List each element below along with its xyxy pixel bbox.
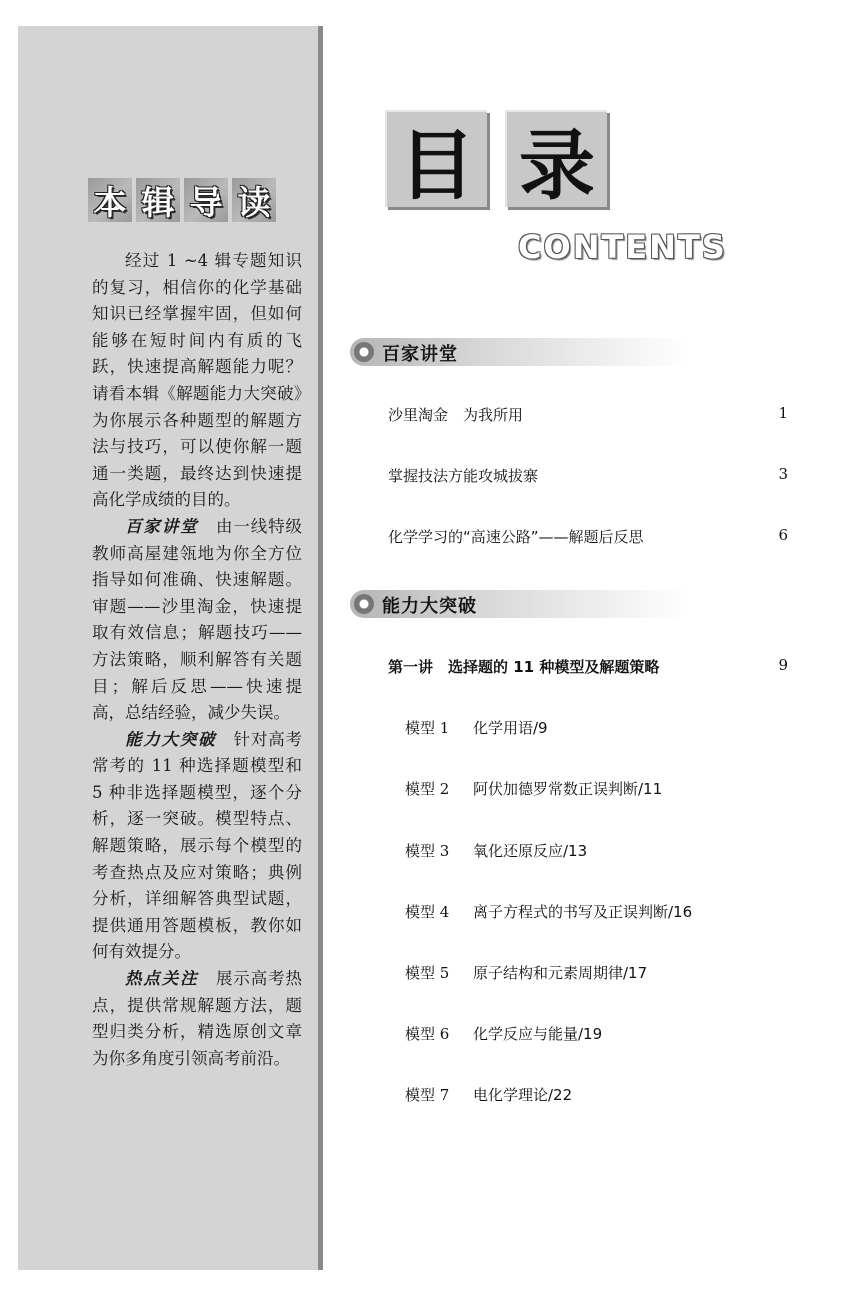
toc-entry[interactable] xyxy=(388,526,788,550)
section-header-baijia xyxy=(350,338,690,366)
model-title: 离子方程式的书写及正误判断/16 xyxy=(473,903,693,921)
model-title: 阿伏加德罗常数正误判断/11 xyxy=(473,780,663,798)
guide-paragraph-text: 针对高考常考的 11 种选择题模型和 5 种非选择题模型，逐个分析，逐一突破。模型特点、解题策略，展示每个模型的考查热点及应对策略；典例分析，详细解答典型试题，提供通用答题模板，教你如何有效提分。 xyxy=(92,729,303,962)
toc-entry-title: 第一讲 选择题的 11 种模型及解题策略 xyxy=(388,658,660,676)
section-label: 能力大突破 xyxy=(382,596,477,617)
section-bullet-icon xyxy=(354,342,374,362)
page-subtitle: CONTENTS xyxy=(518,228,727,266)
section-label: 百家讲堂 xyxy=(382,344,458,365)
sidebar-divider xyxy=(318,26,323,1270)
guide-paragraph-baijia xyxy=(92,514,302,727)
toc-entry-page: 9 xyxy=(778,656,788,674)
model-title: 电化学理论/22 xyxy=(473,1086,573,1104)
section-header-nengli xyxy=(350,590,690,618)
toc-entry-title: 掌握技法方能攻城拔寨 xyxy=(388,467,539,485)
toc-model-entry[interactable] xyxy=(405,717,785,741)
toc-entry-page: 6 xyxy=(778,526,788,544)
toc-model-entry[interactable] xyxy=(405,1023,785,1047)
model-label: 模型 3 xyxy=(405,842,450,860)
toc-entry[interactable] xyxy=(388,404,788,428)
toc-model-entry[interactable] xyxy=(405,778,785,802)
guide-title-char: 导 xyxy=(184,178,228,222)
guide-keyword: 热点关注 xyxy=(125,969,199,989)
model-title: 化学用语/9 xyxy=(473,719,548,737)
guide-keyword: 百家讲堂 xyxy=(125,516,199,536)
model-label: 模型 6 xyxy=(405,1025,450,1043)
toc-model-entry[interactable] xyxy=(405,840,785,864)
page-title xyxy=(385,110,607,210)
model-title: 原子结构和元素周期律/17 xyxy=(473,964,648,982)
guide-title-char: 辑 xyxy=(136,178,180,222)
toc-entry[interactable] xyxy=(388,465,788,489)
section-bullet-icon xyxy=(354,594,374,614)
model-title: 化学反应与能量/19 xyxy=(473,1025,603,1043)
page-title-char: 录 xyxy=(505,110,607,207)
model-label: 模型 4 xyxy=(405,903,450,921)
toc-entry-page: 1 xyxy=(778,404,788,422)
model-label: 模型 2 xyxy=(405,780,450,798)
toc-model-entry[interactable] xyxy=(405,901,785,925)
toc-entry-page: 3 xyxy=(778,465,788,483)
guide-text xyxy=(92,248,302,1072)
toc-model-entry[interactable] xyxy=(405,962,785,986)
guide-paragraph-nengli xyxy=(92,727,302,966)
toc-lecture-entry[interactable] xyxy=(388,656,788,680)
toc-entry-title: 沙里淘金 为我所用 xyxy=(388,406,524,424)
guide-keyword: 能力大突破 xyxy=(125,729,217,749)
model-label: 模型 1 xyxy=(405,719,450,737)
toc-entry-title: 化学学习的“高速公路”——解题后反思 xyxy=(388,528,644,546)
model-label: 模型 5 xyxy=(405,964,450,982)
page-title-char: 目 xyxy=(385,110,487,207)
guide-title xyxy=(88,178,276,222)
model-title: 氧化还原反应/13 xyxy=(473,842,588,860)
guide-paragraph-text: 由一线特级教师高屋建瓴地为你全方位指导如何准确、快速解题。审题——沙里淘金，快速提取有效信息；解题技巧——方法策略，顺利解答有关题目；解后反思——快速提高，总结经验，减少失误。 xyxy=(92,516,303,723)
guide-paragraph-text: 展示高考热点，提供常规解题方法，题型归类分析，精选原创文章为你多角度引领高考前沿。 xyxy=(92,969,303,1068)
toc-model-entry[interactable] xyxy=(405,1084,785,1108)
model-label: 模型 7 xyxy=(405,1086,450,1104)
guide-title-char: 本 xyxy=(88,178,132,222)
guide-paragraph-redian xyxy=(92,966,302,1072)
guide-title-char: 读 xyxy=(232,178,276,222)
guide-intro: 经过 1 ~4 辑专题知识的复习，相信你的化学基础知识已经掌握牢固，但如何能够在短时间内有质的飞跃，快速提高解题能力呢？请看本辑《解题能力大突破》为你展示各种题型的解题方法与技巧，可以使你解一题通一类题，最终达到快速提高化学成绩的目的。 xyxy=(92,251,302,510)
